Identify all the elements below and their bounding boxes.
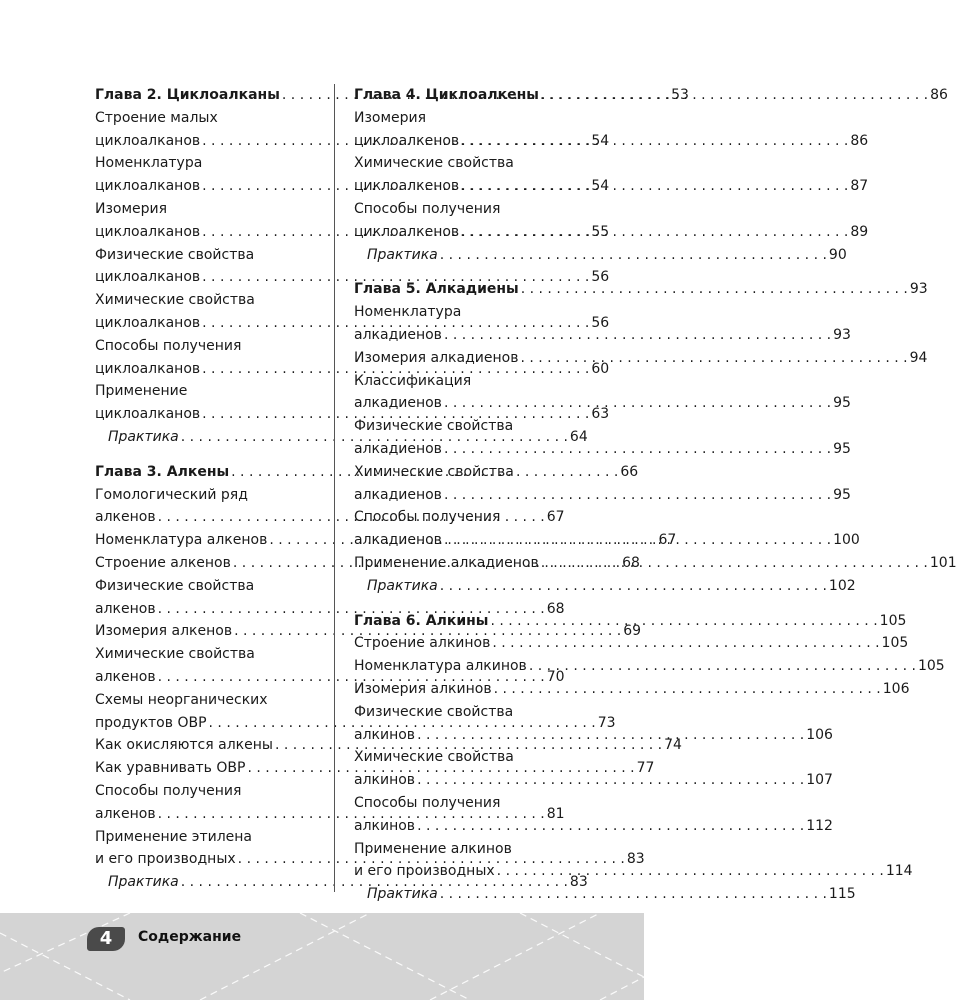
entry-title: алкинов [354, 726, 416, 743]
entry-title: Применение алкадиенов [354, 554, 539, 571]
page-number: 70 [546, 668, 565, 685]
entry-title: Глава 4. Циклоалкены [354, 87, 539, 103]
page-number: 105 [917, 658, 945, 675]
entry-title: Как уравнивать ОВР [95, 760, 246, 777]
page-number: 101 [929, 554, 957, 571]
page-number: 68 [546, 600, 565, 617]
entry-title: Химические свойства [354, 749, 514, 766]
practice-entry [354, 575, 856, 598]
entry-title: циклоалканов [95, 360, 201, 377]
entry-title: алкадиенов [354, 486, 442, 503]
entry-title: и его производных [354, 863, 495, 880]
entry-title: циклоалканов [95, 223, 201, 240]
toc-entry [95, 643, 311, 666]
page-number: 56 [591, 269, 610, 286]
page-number: 74 [664, 737, 682, 754]
entry-title: Физические свойства [95, 246, 255, 263]
entry-title: Применение этилена [95, 828, 253, 845]
toc-entry [95, 780, 311, 803]
practice-entry [354, 883, 856, 906]
page-number: 73 [597, 714, 616, 731]
toc-entry [95, 689, 311, 712]
dot-leader [539, 84, 930, 107]
entry-title: Строение малых [95, 109, 218, 126]
toc-entry [354, 301, 570, 324]
entry-title: алкинов [354, 817, 416, 834]
entry-title: Строение алкенов [95, 554, 231, 571]
page-number: 106 [882, 680, 910, 697]
page-number: 64 [569, 428, 588, 445]
page-number: 83 [569, 874, 588, 891]
entry-title: продуктов ОВР [95, 714, 207, 731]
page-number: 102 [828, 577, 856, 594]
entry-title: алкадиенов [354, 395, 442, 412]
entry-title: Способы получения [354, 509, 501, 526]
toc-entry [95, 152, 311, 175]
page-number: 95 [833, 486, 851, 503]
page-number: 77 [636, 760, 655, 777]
toc-entry [354, 370, 570, 393]
dot-leader [459, 130, 850, 153]
entry-title: и его производных [95, 851, 236, 868]
page-number: 86 [930, 87, 948, 103]
entry-title: Применение [95, 383, 188, 400]
column-divider [334, 84, 335, 892]
entry-title: Схемы неорганических [95, 691, 268, 708]
toc-entry [95, 575, 311, 598]
page-number: 105 [879, 612, 907, 629]
page-number: 66 [620, 463, 639, 480]
toc-entry [354, 792, 570, 815]
dot-leader [442, 529, 833, 552]
dot-leader [492, 678, 883, 701]
chapter-heading [354, 278, 928, 301]
entry-title: алкенов [95, 600, 156, 617]
toc-entry [354, 107, 570, 130]
entry-title: Изомерия алкенов [95, 623, 233, 640]
dot-leader [459, 221, 850, 244]
toc-entry [95, 484, 311, 507]
toc-entry [354, 415, 570, 438]
entry-title: Изомерия [95, 200, 168, 217]
entry-title: Способы получения [95, 337, 242, 354]
toc-entry [354, 655, 945, 678]
toc-entry [95, 289, 311, 312]
page-number: 81 [546, 805, 565, 822]
dot-leader [415, 815, 806, 838]
toc-entry [354, 701, 570, 724]
entry-title: Изомерия [354, 109, 427, 126]
page-number: 56 [591, 314, 610, 331]
entry-title: Номенклатура алкинов [354, 658, 527, 675]
dot-leader [459, 175, 850, 198]
page-number: 87 [850, 178, 869, 195]
dot-leader [519, 278, 910, 301]
toc-entry [354, 324, 851, 347]
toc-entry [95, 266, 610, 289]
entry-title: Способы получения [354, 794, 501, 811]
entry-title: циклоалкенов [354, 178, 460, 195]
section-title: Содержание [138, 929, 242, 945]
entry-title: Практика [108, 428, 179, 445]
page-number: 107 [806, 772, 833, 789]
dot-leader [442, 484, 833, 507]
entry-title: Химические свойства [95, 646, 255, 663]
entry-title: Изомерия алкадиенов [354, 349, 519, 366]
toc-entry [95, 826, 311, 849]
entry-title: Физические свойства [95, 577, 255, 594]
entry-title: Химические свойства [354, 155, 514, 172]
toc-entry [354, 815, 833, 838]
dot-leader [495, 860, 886, 883]
toc-entry [354, 198, 570, 221]
toc-entry [354, 506, 570, 529]
entry-title: Физические свойства [354, 418, 514, 435]
toc-entry [95, 244, 311, 267]
page-footer [0, 913, 644, 1000]
toc-entry [354, 769, 833, 792]
entry-title: циклоалкенов [354, 132, 460, 149]
dot-leader [438, 244, 829, 267]
dot-leader [488, 610, 879, 633]
page-number: 114 [885, 863, 913, 880]
toc-entry [354, 746, 570, 769]
toc-entry [95, 198, 311, 221]
entry-title: Применение алкинов [354, 840, 512, 857]
page-number: 90 [828, 246, 847, 263]
page-number: 67 [658, 532, 677, 549]
entry-title: циклоалкенов [354, 223, 460, 240]
entry-title: Физические свойства [354, 703, 514, 720]
page-number: 89 [850, 223, 869, 240]
footer-dashed-pattern [0, 913, 644, 1000]
page-number: 115 [828, 886, 856, 903]
dot-leader [442, 438, 833, 461]
entry-title: Практика [367, 246, 438, 263]
entry-title: Номенклатура [354, 304, 462, 321]
entry-title: Глава 2. Циклоалканы [95, 87, 280, 103]
dot-leader [539, 552, 930, 575]
page-number: 53 [671, 87, 689, 103]
entry-title: циклоалканов [95, 406, 201, 423]
toc-entry [354, 838, 570, 861]
toc-entry [354, 461, 570, 484]
entry-title: Классификация [354, 372, 472, 389]
page-number-badge: 4 [87, 927, 125, 951]
toc-entry [354, 484, 851, 507]
entry-title: алкадиенов [354, 532, 442, 549]
toc-entry [95, 107, 311, 130]
toc-entry [95, 380, 311, 403]
page-number: 95 [833, 395, 851, 412]
entry-title: Гомологический ряд [95, 486, 248, 503]
page-number: 93 [833, 326, 851, 343]
entry-title: Как окисляются алкены [95, 737, 273, 754]
page-number: 60 [591, 360, 610, 377]
dot-leader [442, 324, 833, 347]
entry-title: Глава 5. Алкадиены [354, 281, 519, 298]
toc-entry [354, 678, 910, 701]
entry-title: циклоалканов [95, 269, 201, 286]
toc-entry [95, 335, 311, 358]
dot-leader [490, 632, 881, 655]
page-number: 54 [591, 178, 610, 195]
page-number: 112 [806, 817, 833, 834]
page-number: 100 [833, 532, 860, 549]
dot-leader [415, 769, 806, 792]
toc-entry [354, 632, 909, 655]
page-number: 95 [833, 440, 851, 457]
entry-title: алкадиенов [354, 440, 442, 457]
page-number: 83 [626, 851, 645, 868]
page-number: 86 [850, 132, 869, 149]
page-number: 67 [546, 509, 565, 526]
entry-title: Способы получения [354, 200, 501, 217]
page-number: 63 [591, 406, 610, 423]
entry-title: Практика [367, 577, 438, 594]
dot-leader [518, 347, 909, 370]
entry-title: Способы получения [95, 782, 242, 799]
page-number: 94 [909, 349, 928, 366]
toc-entry [354, 152, 570, 175]
entry-title: Изомерия алкинов [354, 680, 492, 697]
entry-title: Практика [108, 874, 179, 891]
page-number: 106 [806, 726, 833, 743]
page-number: 54 [591, 132, 610, 149]
entry-title: Химические свойства [95, 292, 255, 309]
page-number: 93 [909, 281, 928, 298]
page-number: 105 [881, 635, 909, 652]
entry-title: Глава 3. Алкены [95, 463, 230, 480]
page-number: 55 [591, 223, 610, 240]
entry-title: циклоалканов [95, 132, 201, 149]
entry-title: Строение алкинов [354, 635, 491, 652]
entry-title: циклоалканов [95, 178, 201, 195]
entry-title: алкенов [95, 668, 156, 685]
entry-title: алкадиенов [354, 326, 442, 343]
entry-title: Химические свойства [354, 463, 514, 480]
practice-entry [354, 244, 847, 267]
entry-title: Практика [367, 886, 438, 903]
dot-leader [415, 724, 806, 747]
dot-leader [438, 883, 829, 906]
entry-title: Номенклатура алкенов [95, 532, 268, 549]
toc-entry [354, 438, 851, 461]
page-number: 69 [623, 623, 642, 640]
entry-title: алкенов [95, 805, 156, 822]
entry-title: алкенов [95, 509, 156, 526]
entry-title: Глава 6. Алкины [354, 612, 489, 629]
dot-leader [527, 655, 918, 678]
entry-title: алкинов [354, 772, 416, 789]
dot-leader [442, 392, 833, 415]
entry-title: Номенклатура [95, 155, 203, 172]
entry-title: циклоалканов [95, 314, 201, 331]
dot-leader [438, 575, 829, 598]
page-number: 68 [622, 554, 640, 571]
